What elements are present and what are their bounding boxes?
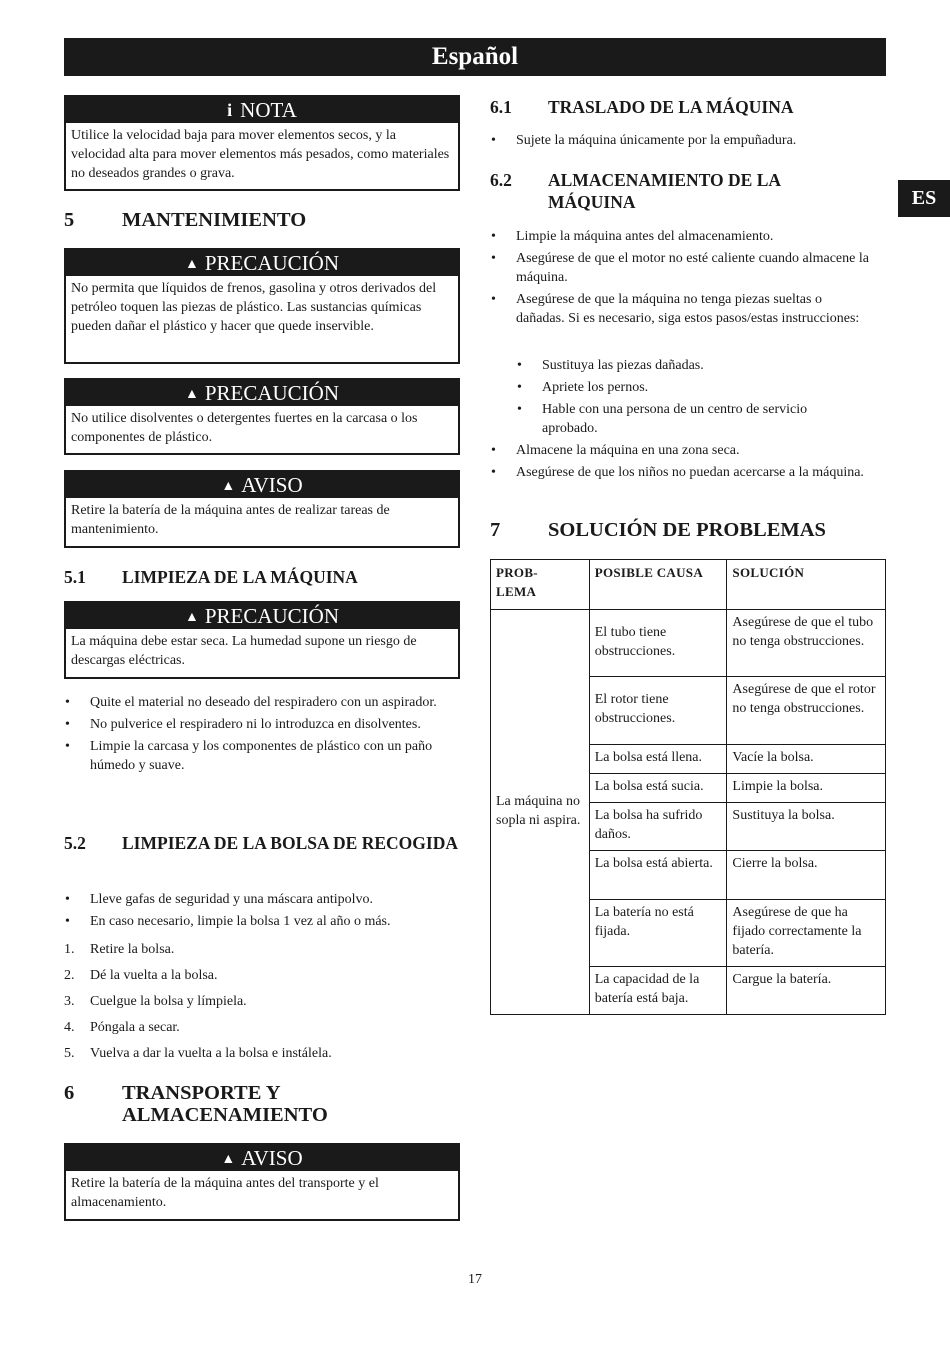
section-title: ALMACENAMIENTO DE LA MÁQUINA [548,170,781,212]
list-item: • Asegúrese de que los niños no puedan acercarse a la máquina. [490,463,870,482]
step-text: Dé la vuelta a la bolsa. [90,968,218,983]
list-item [64,966,454,992]
caution-header [66,250,458,276]
note-header [66,97,458,123]
note-box [64,95,460,191]
caution-label: PRECAUCIÓN [204,604,340,628]
note-label: NOTA [240,98,297,122]
warning-label: AVISO [241,1146,303,1170]
caution-header [66,380,458,406]
cause-cell: El rotor tiene obstrucciones. [589,677,727,745]
list-item: • Sustituya las piezas dañadas. [516,356,856,375]
caution-label: PRECAUCIÓN [204,251,340,275]
solution-cell: Asegúrese de que el rotor no tenga obstrucciones. [727,677,886,745]
cause-cell: La bolsa está llena. [589,745,727,774]
solution-cell: Cargue la batería. [727,967,886,1015]
section-number: 6.1 [490,97,512,117]
step-text: Póngala a secar. [90,1020,180,1035]
section-title: TRASLADO DE LA MÁQUINA [548,97,794,117]
step-number: 2. [64,968,75,983]
section-number: 5.2 [64,833,86,853]
bag-steps-list [64,940,454,1070]
step-text: Vuelva a dar la vuelta a la bolsa e instálela. [90,1046,332,1061]
step-number: 3. [64,994,75,1009]
column-header-cause: POSIBLE CAUSA [589,560,727,610]
list-item: • Sujete la máquina únicamente por la empuñadura. [490,131,880,150]
solution-cell: Vacíe la bolsa. [727,745,886,774]
warning-text: Retire la batería de la máquina antes de realizar tareas de mantenimiento. [71,503,390,537]
list-item: • Lleve gafas de seguridad y una máscara antipolvo. [64,890,454,909]
cause-cell: La batería no está fijada. [589,900,727,967]
cleaning-bullet-list [64,693,454,775]
caution-label: PRECAUCIÓN [204,381,340,405]
solution-cell: Limpie la bolsa. [727,774,886,803]
warning-triangle-icon: ▲ [221,479,236,494]
solution-cell: Cierre la bolsa. [727,851,886,900]
caution-text: No utilice disolventes o detergentes fuertes en la carcasa o los componentes de plástico. [71,411,418,445]
moving-bullet-list [490,131,880,150]
step-number: 4. [64,1020,75,1035]
solution-cell: Asegúrese de que el tubo no tenga obstrucciones. [727,610,886,677]
page-header-bar [64,38,886,76]
language-tab: ES [898,180,950,217]
warning-triangle-icon: ▲ [184,387,199,402]
cause-cell: La bolsa está abierta. [589,851,727,900]
caution-box-1 [64,248,460,364]
list-item: • Apriete los pernos. [516,378,856,397]
caution-header [66,603,458,629]
note-text: Utilice la velocidad baja para mover elementos secos, y la velocidad alta para mover elementos más pesados, como materiales no deseados grandes o grava. [71,128,450,181]
list-item: • Almacene la máquina en una zona seca. [490,441,870,460]
caution-box-2 [64,378,460,455]
caution-text: La máquina debe estar seca. La humedad supone un riesgo de descargas eléctricas. [71,634,417,668]
caution-box-3 [64,601,460,679]
column-header-problem: PROB- LEMA [491,560,590,610]
list-item: • Hable con una persona de un centro de servicio aprobado. [516,400,856,438]
section-number: 5 [64,209,75,231]
caution-text: No permita que líquidos de frenos, gasolina y otros derivados del petróleo toquen las piezas de plástico. Las sustancias químicas pueden dañar el plástico y hacer que quede inservible. [71,281,437,334]
list-item [64,940,454,966]
cause-cell: La bolsa ha sufrido daños. [589,803,727,851]
list-item [64,1044,454,1070]
cause-cell: La capacidad de la batería está baja. [589,967,727,1015]
page-number: 17 [468,1272,482,1287]
storage-bullet-list [490,227,870,328]
section-title: SOLUCIÓN DE PROBLEMAS [548,519,826,541]
list-item: • No pulverice el respiradero ni lo introduzca en disolventes. [64,715,454,734]
warning-label: AVISO [241,473,303,497]
step-number: 1. [64,942,75,957]
section-title: LIMPIEZA DE LA BOLSA DE RECOGIDA [122,833,458,853]
section-number: 6 [64,1082,75,1104]
warning-triangle-icon: ▲ [184,257,199,272]
storage-sub-bullet-list [516,356,856,438]
column-header-solution: SOLUCIÓN [727,560,886,610]
section-number: 5.1 [64,567,86,587]
table-row [491,610,886,677]
problem-cell: La máquina no sopla ni aspira. [491,610,590,1015]
warning-triangle-icon: ▲ [184,610,199,625]
warning-header [66,1145,458,1171]
table-header-row [491,560,886,610]
cause-cell: El tubo tiene obstrucciones. [589,610,727,677]
section-number: 7 [490,519,501,541]
list-item: • Quite el material no deseado del respiradero con un aspirador. [64,693,454,712]
step-number: 5. [64,1046,75,1061]
warning-header [66,472,458,498]
page-title: Español [431,43,519,70]
list-item: • En caso necesario, limpie la bolsa 1 vez al año o más. [64,912,454,931]
list-item: • Limpie la máquina antes del almacenamiento. [490,227,870,246]
section-number: 6.2 [490,170,512,190]
warning-box-1 [64,470,460,548]
warning-text: Retire la batería de la máquina antes del transporte y el almacenamiento. [71,1176,379,1210]
cause-cell: La bolsa está sucia. [589,774,727,803]
troubleshooting-table [490,559,886,1015]
section-title: MANTENIMIENTO [122,209,307,231]
list-item: • Limpie la carcasa y los componentes de plástico con un paño húmedo y suave. [64,737,454,775]
step-text: Cuelgue la bolsa y límpiela. [90,994,247,1009]
info-icon: i [227,100,233,120]
solution-cell: Asegúrese de que ha fijado correctamente la batería. [727,900,886,967]
warning-triangle-icon: ▲ [221,1152,236,1167]
solution-cell: Sustituya la bolsa. [727,803,886,851]
list-item: • Asegúrese de que el motor no esté caliente cuando almacene la máquina. [490,249,870,287]
warning-box-2 [64,1143,460,1221]
list-item: • Asegúrese de que la máquina no tenga piezas sueltas o dañadas. Si es necesario, siga estos pasos/estas instrucciones: [490,290,870,328]
section-title: LIMPIEZA DE LA MÁQUINA [122,567,358,587]
list-item [64,992,454,1018]
storage-bullet-list-2 [490,441,870,482]
section-title: TRANSPORTE Y ALMACENAMIENTO [122,1082,328,1126]
step-text: Retire la bolsa. [90,942,175,957]
list-item [64,1018,454,1044]
bag-bullet-list [64,890,454,931]
